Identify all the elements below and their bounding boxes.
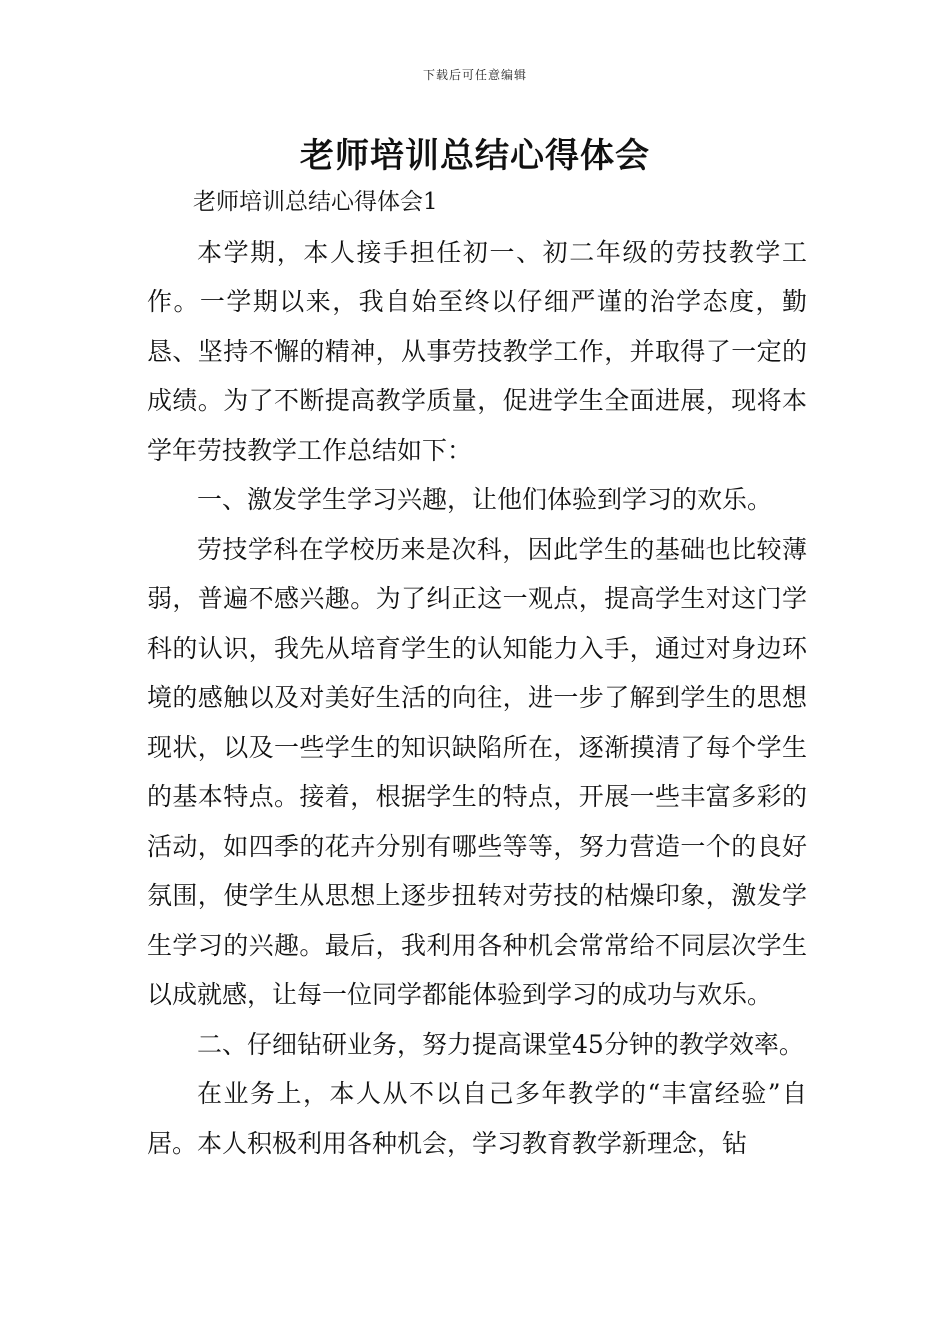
paragraph-section-2: 在业务上，本人从不以自己多年教学的“丰富经验”自居。本人积极利用各种机会，学习教育教学新理念，钻 (147, 1079, 807, 1158)
section-heading-1: 一、激发学生学习兴趣，让他们体验到学习的欢乐。 (197, 485, 773, 514)
section-heading-2: 二、仔细钻研业务，努力提高课堂45分钟的教学效率。 (197, 1029, 804, 1059)
section-subtitle: 老师培训总结心得体会1 (193, 189, 438, 215)
paragraph-section-1: 劳技学科在学校历来是次科，因此学生的基础也比较薄弱，普遍不感兴趣。为了纠正这一观点，提高学生对这门学科的认识，我先从培育学生的认知能力入手，通过对身边环境的感触以及对美好生活的向往，进一步了解到学生的思想现状，以及一些学生的知识缺陷所在，逐渐摸清了每个学生的基本特点。接着，根据学生的特点，开展一些丰富多彩的活动，如四季的花卉分别有哪些等等，努力营造一个的良好氛围，使学生从思想上逐步扭转对劳技的枯燥印象，激发学生学习的兴趣。最后，我利用各种机会常常给不同层次学生以成就感，让每一位同学都能体验到学习的成功与欢乐。 (147, 534, 807, 1009)
document-body (147, 178, 807, 1168)
paragraph-intro: 本学期，本人接手担任初一、初二年级的劳技教学工作。一学期以来，我自始至终以仔细严谨的治学态度，勤恳、坚持不懈的精神，从事劳技教学工作，并取得了一定的成绩。为了不断提高教学质量，促进学生全面进展，现将本学年劳技教学工作总结如下： (147, 237, 807, 465)
document-title: 老师培训总结心得体会 (300, 136, 650, 176)
header-note: 下载后可任意编辑 (422, 68, 527, 82)
